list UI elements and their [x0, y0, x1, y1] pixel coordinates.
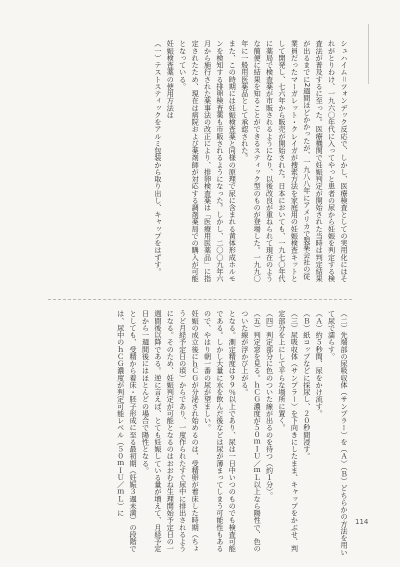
- body-paragraph: （三）尿吸収体（サンプラー）を下向きにしたまま、キャップをかぶせ、判定部分を上にして平らな場所に置く。: [277, 310, 300, 553]
- body-paragraph: となる。測定精度は９９％以上であり、尿は一日中いつのものでも検査可能である。しかし大量に水を飲んだ後などは尿が薄まってしまう可能性もあるので、やはり朝一番の尿が望ましい。: [203, 310, 238, 553]
- body-paragraph: また、この時期には妊娠検査薬と同様の原理で尿に含まれる黄体形成ホルモンを検知する排卵検査薬も市販されるようになった。しかし、二〇〇九年六月から施行された薬事法の改正により、排卵検査薬は「医療用医薬品」に指定されたため、現在は病院および薬剤師が対応する調剤薬局での購入が可能となっている。: [178, 40, 238, 283]
- body-paragraph: （一）テストスティックをアルミ包装から取り出し、キャップをはずす。: [153, 40, 163, 275]
- body-paragraph: （五）判定窓を見る。ｈＣＧ濃度が５０ｍＩＵ／ｍＬ以上なら陽性で、色のついた線が浮かび上がる。: [240, 310, 263, 553]
- body-paragraph: （Ａ）約５秒間、尿をかけ流す。: [315, 310, 325, 417]
- lower-text-block: [50, 310, 350, 556]
- section-divider: [48, 299, 352, 300]
- body-paragraph: 妊娠の成立後にｈＣＧが分泌され始めるのは、受精卵が着床した時期（ちょうど月経予定日の頃）からであり、一度作られたすぐ尿中に排出されるようになる。そのため、妊娠判定が可能となるのはおおむね生理開始予定日の一週間後以降である。逆に言えば、とても妊娠している量が増えて、月経予定日から一週間後にはほとんどの場合で陽性となる。: [141, 310, 201, 553]
- body-paragraph: （二）先端部の尿吸収体（サンプラー）を（Ａ）（Ｂ）どちらかの方法を用いて尿で濡らす。: [327, 310, 349, 556]
- chapter-marker: [368, 24, 375, 84]
- body-paragraph: 妊娠検査薬の使用方法は: [166, 40, 176, 119]
- body-paragraph: （Ｂ）紙コップなどに採尿し、２０秒間浸す。: [302, 310, 312, 460]
- body-paragraph: シュハイム＝ツォンデック反応で、しかし、医療検査としての実用化にはそれがとりわけ、一九六〇年代に入ってやっと患者の尿から妊娠を判定する検査法が普及するに至った。医療機関で妊娠判定が開始された当時は判定結果が出るまでに2週間ほどかかったが、一九八八年にアメリカで製薬会社の従業員だったマーガレット・クレイガが捜索方法を家庭用の妊娠検査キットとして開発し、七六年から販売が開始された。日本においても、一九七〇年代に薬局で検査薬が市販されるようになり、以後改良が重ねられて現在のような簡便に結果を知ることができるスティック型のものが登場した。一九九〇年に一般用医薬品として承認された。: [240, 40, 349, 283]
- body-paragraph: としても、受精から着床・胚子形成に至る最初期（妊娠３週未満）の段階では、尿中のｈＣＧ濃度が判定可能レベル（５０ｍＩＵ／ｍＬ）に: [116, 310, 139, 553]
- body-paragraph: （四）判定部分に色のついた線が出るのを待つ（約１分）。: [265, 310, 275, 499]
- page-number: 114: [355, 518, 369, 526]
- upper-text-block: [50, 40, 350, 286]
